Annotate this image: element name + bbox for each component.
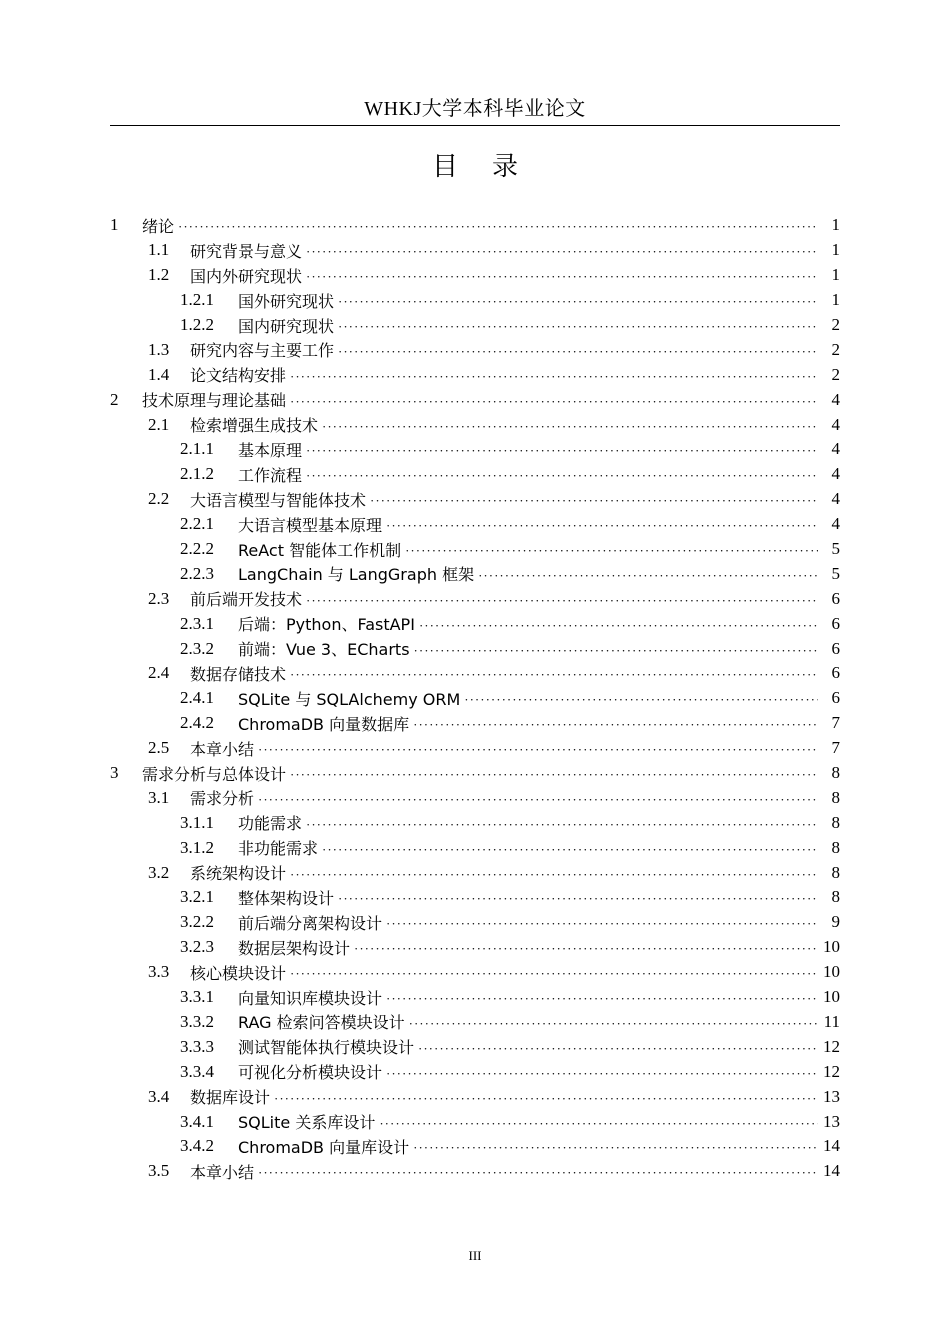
toc-entry-number: 2.2.3 [180,563,214,583]
toc-entry-page: 5 [831,539,840,559]
toc-dot-leader [258,741,818,759]
toc-dot-leader [306,442,818,460]
toc-entry-number: 3.1.1 [180,812,214,832]
running-header: WHKJ大学本科毕业论文 [364,98,586,120]
toc-entry-label: 工作流程 [238,465,303,485]
toc-entry-number: 1.1 [148,240,170,260]
toc-entry-number: 2.5 [148,738,170,758]
toc-entry[interactable] [110,661,840,686]
toc-dot-leader [409,1015,818,1033]
table-of-contents [110,213,840,1184]
toc-entry-page: 8 [831,812,840,832]
toc-title-char-1: 目 [431,152,458,182]
toc-entry-page: 11 [823,1011,840,1031]
toc-entry-label: 向量知识库模块设计 [238,988,383,1008]
toc-dot-leader [306,268,818,286]
toc-entry[interactable] [110,761,840,786]
toc-entry[interactable] [110,263,840,288]
toc-entry[interactable] [110,1134,840,1159]
toc-entry-number: 3.2.1 [180,887,214,907]
toc-entry-label: 测试智能体执行模块设计 [238,1038,415,1058]
toc-entry[interactable] [110,437,840,462]
toc-entry-number: 2.2 [148,489,170,509]
toc-entry[interactable] [110,985,840,1010]
toc-entry[interactable] [110,960,840,985]
toc-entry-label: 大语言模型与智能体技术 [190,490,367,510]
toc-entry-label: 技术原理与理论基础 [142,391,287,411]
toc-entry-label: 绪论 [142,216,175,236]
toc-entry-number: 1.3 [148,339,170,359]
toc-entry-page: 12 [823,1061,840,1081]
toc-entry-number: 3.1 [148,787,170,807]
toc-entry-label: 基本原理 [238,440,303,460]
toc-entry[interactable] [110,561,840,586]
toc-entry-page: 8 [831,787,840,807]
toc-entry-page: 6 [831,588,840,608]
toc-entry-page: 6 [831,663,840,683]
toc-entry-number: 2.2.2 [180,539,214,559]
toc-entry-label: 系统架构设计 [190,864,287,884]
toc-dot-leader [322,841,818,859]
toc-entry-label: LangChain 与 LangGraph 框架 [238,565,475,585]
toc-entry-page: 6 [831,638,840,658]
toc-dot-leader [306,467,818,485]
toc-entry-page: 12 [823,1036,840,1056]
toc-entry-number: 3.4.2 [180,1136,214,1156]
toc-dot-leader [418,1040,818,1058]
toc-entry-page: 10 [823,962,840,982]
toc-entry[interactable] [110,935,840,960]
toc-dot-leader [386,1065,818,1083]
toc-entry-label: 整体架构设计 [238,888,335,908]
toc-entry-label: ChromaDB 向量数据库 [238,714,410,734]
toc-entry[interactable] [110,412,840,437]
toc-entry-page: 14 [823,1136,840,1156]
toc-dot-leader [413,1139,818,1157]
toc-entry[interactable] [110,611,840,636]
toc-entry-label: 核心模块设计 [190,963,287,983]
toc-entry-page: 1 [831,265,840,285]
toc-entry-number: 1 [110,215,119,235]
toc-entry-page: 1 [831,215,840,235]
toc-entry[interactable] [110,362,840,387]
toc-entry-number: 3.2 [148,862,170,882]
toc-entry-label: 功能需求 [238,814,303,834]
toc-entry-number: 2.1 [148,414,170,434]
toc-entry[interactable] [110,810,840,835]
toc-dot-leader [386,915,818,933]
toc-dot-leader [386,990,818,1008]
toc-dot-leader [370,492,818,510]
toc-entry[interactable] [110,785,840,810]
toc-entry-number: 2.4.1 [180,688,214,708]
toc-entry[interactable] [110,288,840,313]
toc-entry-label: 数据层架构设计 [238,938,351,958]
toc-entry-number: 3 [110,763,119,783]
toc-entry-number: 3.3 [148,962,170,982]
toc-dot-leader [290,766,818,784]
toc-dot-leader [178,218,818,236]
toc-entry-label: RAG 检索问答模块设计 [238,1013,405,1033]
toc-dot-leader [290,666,818,684]
toc-entry[interactable] [110,487,840,512]
toc-entry-page: 2 [831,339,840,359]
toc-entry-label: 国内外研究现状 [190,266,303,286]
toc-entry-number: 1.4 [148,364,170,384]
toc-dot-leader [386,517,818,535]
toc-dot-leader [306,243,818,261]
toc-dot-leader [290,965,818,983]
toc-entry-number: 3.3.3 [180,1036,214,1056]
toc-dot-leader [464,691,818,709]
toc-entry[interactable] [110,835,840,860]
toc-dot-leader [338,343,818,361]
toc-dot-leader [413,716,818,734]
toc-entry-number: 3.2.2 [180,912,214,932]
toc-entry-page: 2 [831,315,840,334]
toc-entry[interactable] [110,586,840,611]
toc-entry[interactable] [110,313,840,338]
toc-entry-label: 本章小结 [190,1162,255,1182]
toc-entry-label: ChromaDB 向量库设计 [238,1137,410,1157]
toc-dot-leader [338,890,818,908]
toc-entry-number: 3.4.1 [180,1111,214,1131]
header-rule [110,125,840,126]
toc-entry[interactable] [110,213,840,238]
toc-entry-page: 9 [831,912,840,932]
toc-entry-label: 国外研究现状 [238,291,335,311]
toc-entry-page: 6 [831,613,840,633]
toc-entry-label: 非功能需求 [238,839,319,859]
toc-entry[interactable] [110,636,840,661]
toc-entry-number: 3.3.4 [180,1061,214,1081]
toc-entry-label: 可视化分析模块设计 [238,1063,383,1083]
toc-entry-number: 3.1.2 [180,837,214,857]
toc-dot-leader [354,940,818,958]
toc-entry-label: 后端：Python、FastAPI [238,615,415,635]
toc-dot-leader [290,866,818,884]
toc-entry-number: 2.3.2 [180,638,214,658]
toc-entry[interactable] [110,736,840,761]
page-number: III [468,1248,482,1263]
toc-dot-leader [306,592,818,610]
toc-entry[interactable] [110,1034,840,1059]
toc-entry[interactable] [110,1159,840,1184]
toc-entry-page: 4 [831,489,840,509]
toc-entry-number: 3.3.1 [180,987,214,1007]
toc-entry-label: 前端：Vue 3、ECharts [238,640,410,660]
toc-entry-page: 13 [823,1086,840,1106]
toc-dot-leader [290,368,818,386]
toc-entry-number: 3.5 [148,1161,170,1181]
toc-entry-page: 8 [831,862,840,882]
toc-entry-page: 14 [823,1161,840,1181]
toc-dot-leader [290,393,818,411]
toc-entry[interactable] [110,337,840,362]
toc-entry[interactable] [110,686,840,711]
toc-dot-leader [405,542,818,560]
toc-entry[interactable] [110,910,840,935]
toc-entry-page: 2 [831,364,840,384]
toc-entry-page: 4 [831,389,840,409]
toc-entry-page: 4 [831,414,840,434]
toc-entry-page: 8 [831,837,840,857]
toc-entry[interactable] [110,1010,840,1035]
toc-entry-page: 1 [831,240,840,260]
toc-entry-label: 本章小结 [190,739,255,759]
toc-dot-leader [419,617,818,635]
toc-entry[interactable] [110,860,840,885]
toc-entry-page: 1 [831,290,840,310]
toc-entry[interactable] [110,1059,840,1084]
toc-entry-page: 13 [823,1111,840,1131]
toc-entry-number: 2.4.2 [180,713,214,733]
toc-entry-number: 3.3.2 [180,1011,214,1031]
toc-entry-page: 4 [831,464,840,484]
toc-entry-page: 4 [831,439,840,459]
toc-entry-page: 5 [831,563,840,583]
toc-entry[interactable] [110,537,840,562]
toc-entry[interactable] [110,1084,840,1109]
toc-entry-page: 7 [831,738,840,758]
toc-entry-page: 6 [831,688,840,708]
toc-entry-label: 大语言模型基本原理 [238,515,383,535]
toc-entry-number: 2.1.1 [180,439,214,459]
toc-entry-number: 2.1.2 [180,464,214,484]
toc-entry-number: 2.2.1 [180,514,214,534]
toc-dot-leader [258,791,818,809]
toc-entry-page: 10 [823,987,840,1007]
toc-entry-number: 1.2.2 [180,315,214,334]
toc-entry-label: 研究背景与意义 [190,241,303,261]
toc-dot-leader [274,1090,818,1108]
toc-entry-number: 2.3.1 [180,613,214,633]
toc-entry-page: 4 [831,514,840,534]
toc-entry-page: 10 [823,937,840,957]
toc-entry-label: 研究内容与主要工作 [190,341,335,361]
toc-entry-label: SQLite 与 SQLAlchemy ORM [238,689,461,709]
toc-entry-page: 7 [831,713,840,733]
toc-dot-leader [338,293,818,311]
toc-entry-label: 前后端开发技术 [190,590,303,610]
toc-entry-label: 需求分析与总体设计 [142,764,287,784]
toc-entry[interactable] [110,462,840,487]
toc-entry[interactable] [110,387,840,412]
toc-entry-number: 3.2.3 [180,937,214,957]
toc-entry[interactable] [110,711,840,736]
toc-dot-leader [306,816,818,834]
toc-entry-number: 2.4 [148,663,170,683]
toc-dot-leader [379,1115,818,1133]
toc-dot-leader [258,1164,818,1182]
toc-dot-leader [322,418,818,436]
toc-entry-number: 2.3 [148,588,170,608]
toc-entry-number: 3.4 [148,1086,170,1106]
toc-entry[interactable] [110,512,840,537]
toc-entry-number: 1.2.1 [180,290,214,310]
toc-entry-number: 1.2 [148,265,170,285]
toc-entry-label: 检索增强生成技术 [190,416,319,436]
toc-entry-page: 8 [831,887,840,907]
toc-entry-page: 8 [831,763,840,783]
toc-entry-number: 2 [110,389,119,409]
toc-entry-label: SQLite 关系库设计 [238,1113,376,1132]
toc-dot-leader [338,318,818,336]
toc-entry-label: 国内研究现状 [238,316,335,336]
toc-entry[interactable] [110,1109,840,1134]
toc-dot-leader [414,642,818,660]
toc-entry-label: ReAct 智能体工作机制 [238,540,402,560]
toc-entry[interactable] [110,238,840,263]
toc-entry-label: 论文结构安排 [190,366,287,386]
toc-entry-label: 数据库设计 [190,1088,271,1108]
toc-entry-label: 数据存储技术 [190,664,287,684]
toc-title [110,146,840,183]
toc-title-char-2: 录 [492,152,519,182]
toc-dot-leader [478,567,818,585]
toc-entry-label: 前后端分离架构设计 [238,913,383,933]
toc-entry-label: 需求分析 [190,789,255,809]
toc-entry[interactable] [110,885,840,910]
